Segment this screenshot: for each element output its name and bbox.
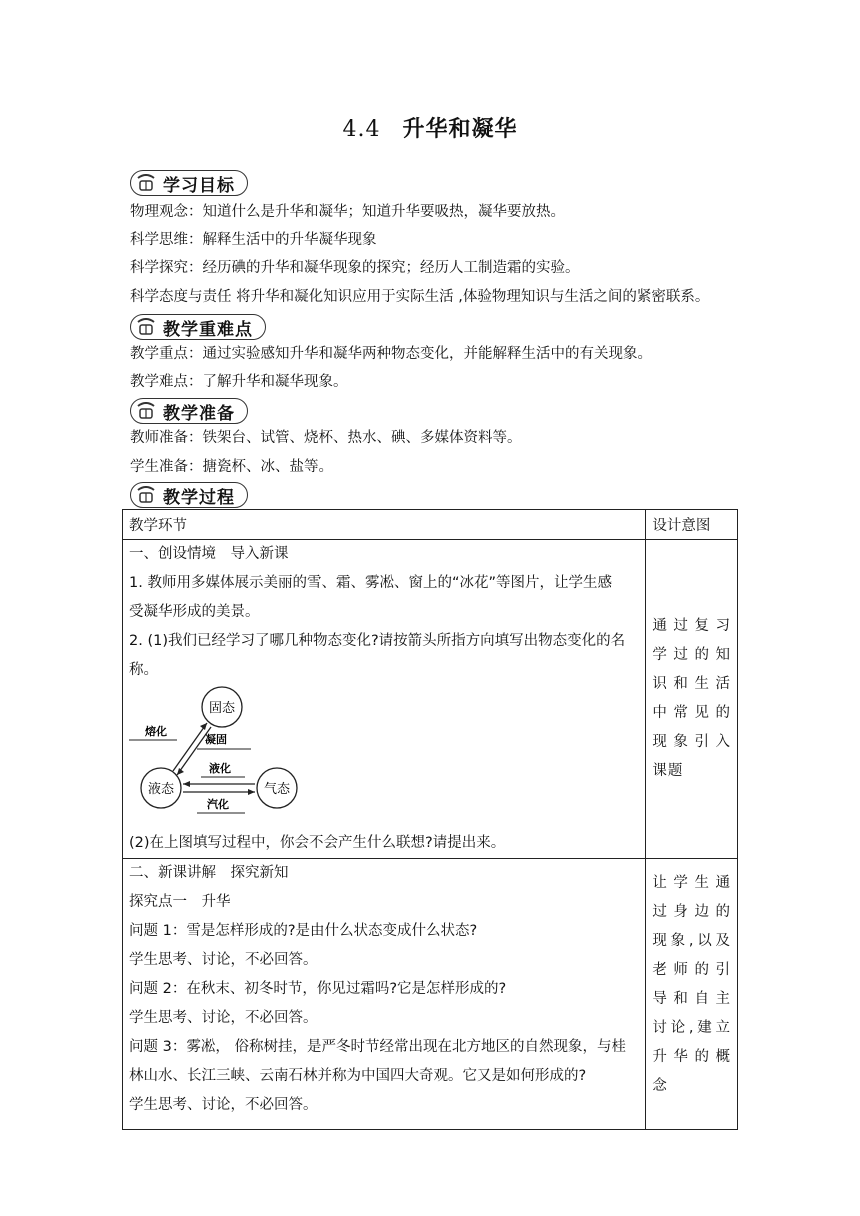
prep-line: 学生准备：搪瓷杯、冰、盐等。 — [130, 459, 333, 475]
intent-line: 学过的知 — [652, 647, 731, 663]
section-title: 升华和凝华 — [402, 117, 518, 142]
row2-line: 学生思考、讨论，不必回答。 — [129, 1010, 318, 1026]
book-icon — [135, 174, 157, 192]
book-icon — [135, 402, 157, 420]
solid-label: 固态 — [208, 701, 236, 716]
table-row — [123, 540, 738, 859]
book-icon — [135, 486, 157, 504]
row1-line: 一、创设情境 导入新课 — [129, 546, 289, 562]
state-change-diagram — [123, 685, 645, 829]
row2-line: 学生思考、讨论，不必回答。 — [129, 952, 318, 968]
section-badge-goals — [130, 170, 248, 196]
table-header-row — [123, 510, 738, 540]
intent-line: 老师的引 — [652, 962, 731, 978]
intent-line: 中常见的 — [652, 705, 731, 721]
header-teaching-stage: 教学环节 — [123, 510, 646, 540]
row2-line: 林山水、长江三峡、云南石林并称为中国四大奇观。它又是如何形成的? — [129, 1068, 587, 1084]
badge-label: 教学重难点 — [163, 319, 253, 340]
header-design-intent: 设计意图 — [646, 510, 738, 540]
page-title — [0, 112, 860, 143]
section-number: 4.4 — [342, 117, 381, 142]
section-badge-prep — [130, 398, 248, 424]
row2-line: 问题 2：在秋末、初冬时节，你见过霜吗?它是怎样形成的? — [129, 981, 507, 997]
gas-label: 气态 — [263, 782, 291, 797]
row2-line: 问题 3：雾凇， 俗称树挂，是严冬时节经常出现在北方地区的自然现象，与桂 — [129, 1039, 626, 1055]
row1-line: (2)在上图填写过程中，你会不会产生什么联想?请提出来。 — [129, 835, 506, 851]
row1-line: 称。 — [129, 662, 158, 678]
row1-line: 受凝华形成的美景。 — [129, 604, 260, 620]
section-badge-process — [130, 482, 248, 508]
section-badge-keys — [130, 314, 266, 340]
intent-line: 升华的概 — [652, 1049, 731, 1065]
row1-line: 2. (1)我们已经学习了哪几种物态变化?请按箭头所指方向填写出物态变化的名 — [129, 633, 626, 649]
intent-line: 识和生活 — [652, 676, 731, 692]
intent-line: 课题 — [652, 763, 684, 779]
prep-line: 教师准备：铁架台、试管、烧杯、热水、碘、多媒体资料等。 — [130, 430, 522, 446]
arrow-liquid-to-solid — [173, 723, 207, 771]
intent-line: 讨论,建立 — [652, 1020, 731, 1036]
intent-line: 导和自主 — [652, 991, 731, 1007]
table-row — [123, 859, 738, 1130]
key-line: 教学难点：了解升华和凝华现象。 — [130, 374, 348, 390]
key-line: 教学重点：通过实验感知升华和凝华两种物态变化，并能解释生活中的有关现象。 — [130, 346, 652, 362]
goal-line: 物理观念：知道什么是升华和凝华；知道升华要吸热，凝华要放热。 — [130, 204, 565, 220]
goal-line: 科学态度与责任 将升华和凝化知识应用于实际生活 ,体验物理知识与生活之间的紧密联系。 — [130, 289, 710, 305]
intent-line: 现象,以及 — [652, 933, 731, 949]
melting-label: 熔化 — [145, 725, 167, 738]
badge-label: 学习目标 — [163, 175, 235, 196]
row2-intent — [646, 859, 738, 1130]
intent-line: 让学生通 — [652, 875, 731, 891]
process-table — [122, 509, 738, 1130]
row2-line: 学生思考、讨论，不必回答。 — [129, 1097, 318, 1113]
intent-line: 念 — [652, 1078, 668, 1094]
solidifying-label: 凝固 — [205, 733, 227, 746]
arrowhead — [183, 781, 190, 787]
row2-line: 问题 1：雪是怎样形成的?是由什么状态变成什么状态? — [129, 923, 478, 939]
row1-line: 1. 教师用多媒体展示美丽的雪、霜、雾凇、窗上的“冰花”等图片，让学生感 — [129, 575, 612, 591]
arrowhead — [248, 789, 255, 795]
row2-line: 二、新课讲解 探究新知 — [129, 865, 289, 881]
intent-line: 通过复习 — [652, 618, 731, 634]
badge-label: 教学准备 — [163, 403, 235, 424]
row2-line: 探究点一 升华 — [129, 894, 231, 910]
intent-line: 过身边的 — [652, 904, 731, 920]
vaporizing-label: 汽化 — [207, 798, 229, 811]
liquefying-label: 液化 — [209, 762, 231, 775]
goal-line: 科学思维：解释生活中的升华凝华现象 — [130, 232, 377, 248]
book-icon — [135, 318, 157, 336]
goal-line: 科学探究：经历碘的升华和凝华现象的探究；经历人工制造霜的实验。 — [130, 260, 580, 276]
badge-label: 教学过程 — [163, 487, 235, 508]
row1-intent — [646, 540, 738, 859]
liquid-label: 液态 — [147, 782, 175, 797]
intent-line: 现象引入 — [652, 734, 731, 750]
